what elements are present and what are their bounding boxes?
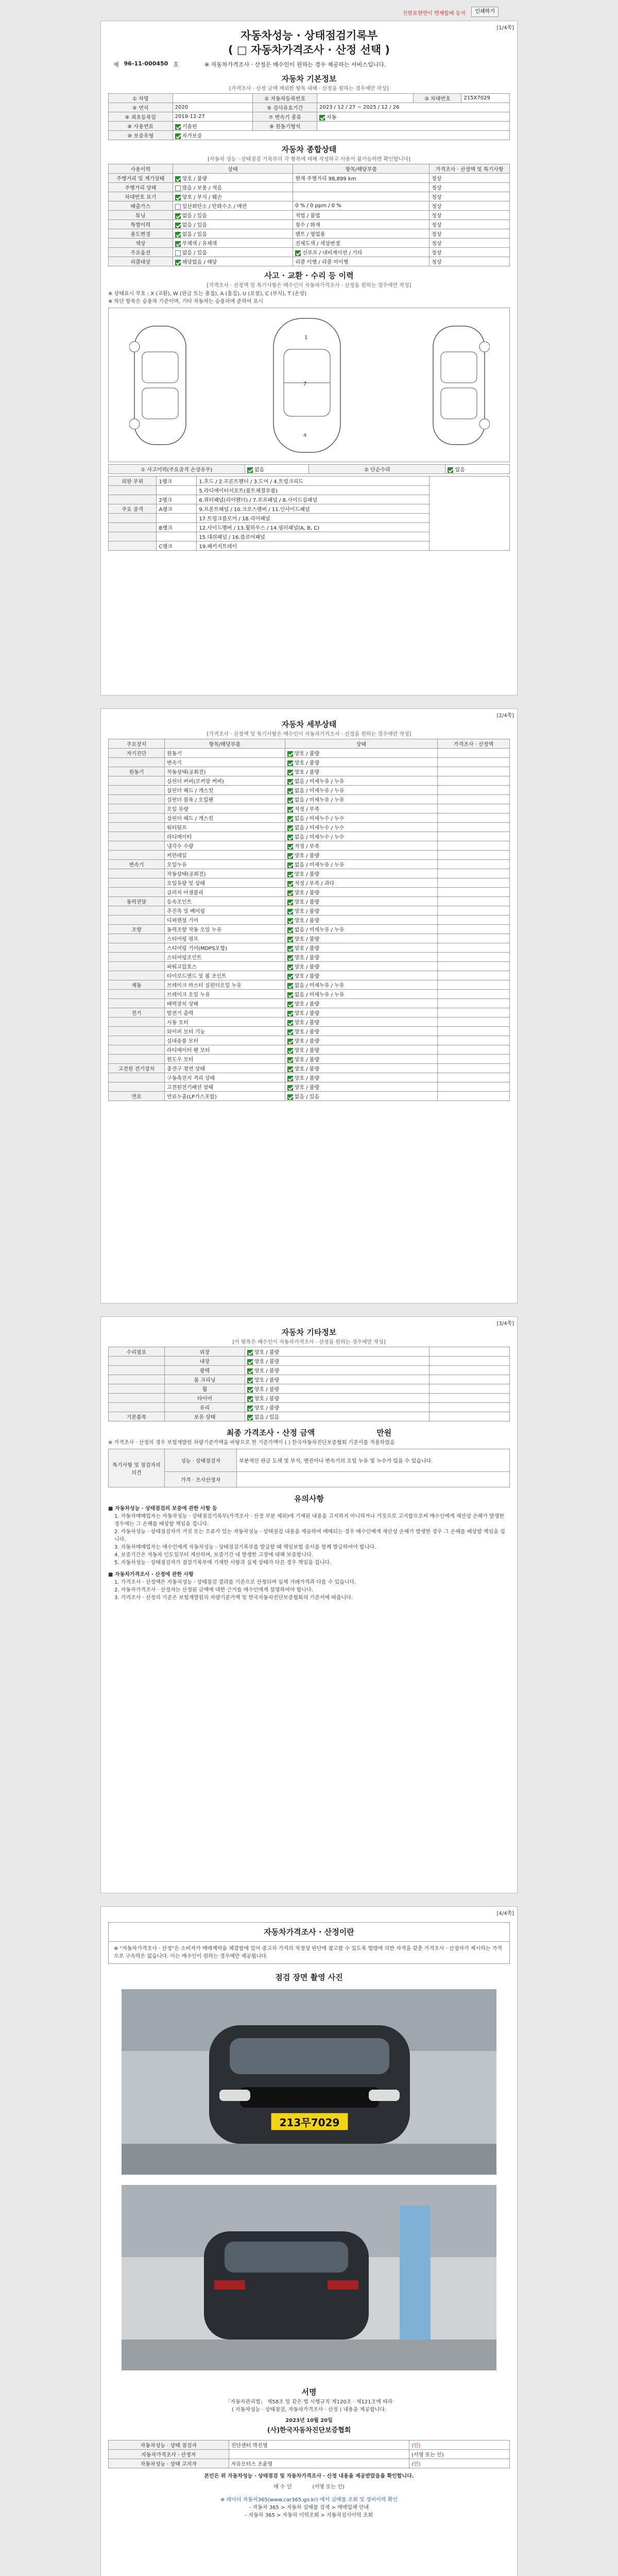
checkbox: [287, 1039, 293, 1044]
car-side-right-icon: [428, 316, 490, 455]
notice-item: 1. 자동차매매업자는 자동차성능 · 상태점검기록부(가격조사 · 산정 부분 제외)에 기재된 내용을 고지하지 아니하거나 거짓으로 고지함으로써 매수인에게 재산상 손해가 발생한 경우에는 그 손해를 배상할 책임을 집니다.: [114, 1514, 505, 1527]
car-rear-photo-icon: [122, 2185, 496, 2370]
detail-row: 윈도우 모터 양호 / 불량: [109, 1055, 510, 1064]
checkbox: [287, 1066, 293, 1072]
detail-row: 클러치 어셈블리 양호 / 불량: [109, 888, 510, 897]
detail-row: 전기 발전기 출력 양호 / 불량: [109, 1008, 510, 1018]
sign-title: 서명: [301, 2387, 317, 2397]
notice-item: 2. 자동차성능 · 상태점검자가 거짓 또는 오류가 있는 자동차성능 · 상태점검 내용을 제공하여 매매되는 경우 매수인에게 재산상 손해가 발생한 경우 그 손해를 배상할 책임을 집니다.: [114, 1529, 505, 1543]
etc-row: 수리필요 외장 양호 / 불량: [109, 1347, 510, 1357]
checkbox: [287, 844, 293, 850]
checkbox: [287, 900, 293, 905]
doc-note: ※ 자동차가격조사 · 산정은 매수인이 원하는 경우 제공하는 서비스입니다.: [204, 61, 386, 68]
checkbox: [287, 760, 293, 766]
sign-law2: ( 자동차성능 · 상태점검, 자동차가격조사 · 산정 ) 내용을 제공합니다.: [231, 2407, 387, 2413]
price-def-title: 자동차가격조사 · 산정이란: [108, 1922, 510, 1941]
page-number: [1/4쪽]: [496, 25, 514, 31]
checkbox: [319, 115, 325, 121]
detail-row: 실린더 헤드 / 개스킷 없음 / 미세누수 / 누수: [109, 814, 510, 823]
car-side-left-icon: [129, 316, 191, 455]
checkbox: [287, 779, 293, 785]
checkbox: [287, 862, 293, 868]
photo-title: 점검 장면 촬영 사진: [275, 1973, 343, 1982]
detail-row: 실린더 커버(로커암 커버) 없음 / 미세누유 / 누유: [109, 776, 510, 786]
notice-title: 유의사항: [294, 1494, 324, 1503]
notice-item: 3. 가격조사 · 산정의 기준은 보험개발원의 차량기준가액 및 한국자동차진단보증협회의 기준서에 따릅니다.: [114, 1595, 353, 1601]
checkbox: [247, 1378, 253, 1383]
page-number: [3/4쪽]: [496, 1321, 514, 1327]
price-note: ※ 가격조사 · 산정의 경우 보험개발원 차량기준가액을 바탕으로 한 기준가액이 ( ) 한국자동차진단보증협회 기준서를 적용하였음: [108, 1440, 395, 1446]
detail-row: 와이퍼 모터 기능 양호 / 불량: [109, 1027, 510, 1036]
etc-row: 광택 양호 / 불량: [109, 1366, 510, 1375]
checkbox: [287, 909, 293, 914]
detail-row: 오일유량 및 상태 적정 / 부족 / 과다: [109, 878, 510, 888]
svg-text:4: 4: [303, 433, 307, 438]
etc-row: 휠 양호 / 불량: [109, 1384, 510, 1394]
accident-note: ※ 하단 항목은 승용차 기준이며, 기타 자동차는 승용차에 준하여 표시: [108, 299, 263, 304]
notice-h1: ■ 자동차성능 · 상태점검의 보증에 관한 사항 등: [108, 1506, 217, 1512]
detail-row: 연료 연료누출(LP가스포함) 없음 / 있음: [109, 1092, 510, 1101]
footer-link-2: - 자동차 365 > 자동차 이력조회 > 자동차검사이력 조회: [245, 2513, 373, 2518]
checkbox: [247, 1396, 253, 1402]
checkbox: [175, 124, 181, 130]
checkbox: [287, 918, 293, 924]
checkbox: [287, 881, 293, 887]
detail-row: 고전원전기배선 상태 양호 / 불량: [109, 1082, 510, 1092]
footer-links: ※ 레이더 자동차365(www.car365.go.kr) 에서 실매물 조회 및 정비이력 확인: [220, 2497, 398, 2503]
checkbox: [287, 955, 293, 961]
doc-subtitle: ( □ 자동차가격조사 · 산정 선택 ): [228, 44, 390, 56]
checkbox: [287, 770, 293, 775]
detail-row: 커먼레일 양호 / 불량: [109, 851, 510, 860]
page-number: [4/4쪽]: [496, 1911, 514, 1917]
car-front-photo-icon: [122, 1989, 496, 2175]
checkbox: [287, 1057, 293, 1063]
detail-row: 스티어링 펌프 양호 / 불량: [109, 934, 510, 943]
etc-row: 기본품목 보유 상태 없음 / 있음: [109, 1412, 510, 1421]
etc-row: 룸 크리닝 양호 / 불량: [109, 1375, 510, 1384]
price-unit: 만원: [376, 1428, 392, 1437]
detail-row: 고전원 전기장치 충전구 절연 상태 양호 / 불량: [109, 1064, 510, 1073]
detail-row: 원동기 작동상태(공회전) 양호 / 불량: [109, 767, 510, 776]
buyer-signature: (서명 또는 인): [312, 2484, 345, 2490]
checkbox: [247, 1350, 253, 1355]
accident-sub: [가격조사 · 산정액 및 특기사항은 매수인이 자동차가격조사 · 산정을 원하는 경우에만 작성]: [207, 283, 411, 289]
checkbox: [247, 1415, 253, 1420]
detail-row: 구동축전지 격리 상태 양호 / 불량: [109, 1073, 510, 1082]
sign-footer: 본인은 위 자동차성능 · 상태점검 및 자동차가격조사 · 산정 내용을 제공받았음을 확인합니다.: [204, 2473, 414, 2479]
checkbox: [247, 1405, 253, 1411]
detail-row: 라디에이터 팬 모터 양호 / 불량: [109, 1045, 510, 1055]
checkbox: [287, 1048, 293, 1054]
sign-table: 자동차성능 · 상태 점검자 진단센터 박진영 (인) 자동차가격조사 · 산정자 (서명 또는 인) 자동차성능 · 상태 고지자 자유모터스 조윤영 (인): [108, 2440, 510, 2468]
detail-row: 추진축 및 베어링 양호 / 불량: [109, 906, 510, 916]
accident-summary: ① 사고이력(주요골격 손상유무) 없음 ② 단순수리 없음: [108, 464, 510, 474]
detail-row: 라디에이터 없음 / 미세누수 / 누수: [109, 832, 510, 841]
checkbox: [287, 1085, 293, 1091]
detail-row: 실린더 헤드 / 개스킷 없음 / 미세누유 / 누유: [109, 786, 510, 795]
etc-row: 내장 양호 / 불량: [109, 1357, 510, 1366]
doc-no-label: 제: [113, 61, 119, 68]
checkbox: [287, 853, 293, 859]
top-warning: 진한표현면이 면제할배 등지: [402, 11, 466, 16]
detail-row: 파워고압호스 양호 / 불량: [109, 962, 510, 971]
accident-title: 사고 · 교환 · 수리 등 이력: [264, 271, 354, 280]
checkbox: [287, 816, 293, 822]
general-table: 사용이력 상태 항목/해당부품 가격조사 · 산정액 및 특기사항 주행거리 및 계기상태 양호 / 불량 현재 주행거리 98,899 km 정상 주행거리 상태 많음 / 보통 / 적음 정상 차대번호 표기 양호 / 부식 / 훼손 정상 배출가스 일산화탄소 / 탄화수소 / 매연 0 % / 0 ppm / 0 % 정상 튜닝 없음 / 있음 적법 / 불법 정상 특별이력 없음 / 있음 침수 / 화재 정상 용도변경 없음 / 있음 렌트 / 영업용 정상 색상 무채색 / 유채색 전체도색 / 색상변경 정상 주요옵션 없음 / 있음 선루프 / 내비게이션 / 기타 정상 리콜대상 해당없음 / 해당 리콜 이행 / 리콜 미이행 정상: [108, 164, 510, 266]
checkbox: [287, 835, 293, 840]
checkbox: [287, 964, 293, 970]
notice-item: 3. 자동차매매업자는 매수인에게 자동차성능 · 상태점검기록부를 발급할 때 책임보험 증서를 함께 발급하여야 합니다.: [114, 1545, 376, 1550]
detail-sub: [가격조사 · 산정액 및 특기사항은 매수인이 자동차가격조사 · 산정을 원하는 경우에만 작성]: [207, 732, 411, 737]
basic-info-title: 자동차 기본정보: [281, 74, 337, 83]
sign-date: 2023년 10월 20일: [285, 2418, 333, 2424]
inspection-photo-rear: [122, 2185, 496, 2370]
etc-row: 타이어 양호 / 불량: [109, 1394, 510, 1403]
price-title: 최종 가격조사 · 산정 금액: [226, 1428, 315, 1437]
basic-info-sub: [가격조사 · 산정 금액 제외한 항목 대해 · 산정을 원하는 경우에만 작성]: [229, 86, 389, 92]
page-2: [100, 708, 518, 1303]
detail-row: 타이로드엔드 및 볼 조인트 양호 / 불량: [109, 971, 510, 980]
notice-list-1: [108, 1513, 510, 1567]
checkbox: [175, 133, 181, 139]
checkbox: [287, 1011, 293, 1016]
detail-row: 실린더 블록 / 오일팬 없음 / 미세누유 / 누유: [109, 795, 510, 804]
checkbox: [287, 872, 293, 877]
footer-link-1: - 자동차 365 > 자동차 실매물 검색 > 매매업체 안내: [249, 2505, 369, 2511]
page-4: [100, 1906, 518, 2576]
checkbox: [287, 1002, 293, 1007]
buyer-label: 매 수 인: [273, 2484, 292, 2490]
detail-row: 스티어링 기어(MDPS포함) 양호 / 불량: [109, 943, 510, 953]
checkbox: [287, 1029, 293, 1035]
detail-row: 변속기 오일누유 없음 / 미세누유 / 누유: [109, 860, 510, 869]
notice-h2: ■ 자동차가격조사 · 산정에 관한 사항: [108, 1572, 194, 1578]
page-1-topbar: [101, 6, 517, 19]
checkbox: [287, 937, 293, 942]
accident-legend: ※ 상태표시 부호 : X (교환), W (판금 또는 용접), A (흠집), U (요철), C (부식), T (손상): [108, 291, 307, 297]
notice-list-2: [108, 1579, 510, 1602]
detail-row: 디퍼렌셜 기어 양호 / 불량: [109, 916, 510, 925]
checkbox: [287, 788, 293, 794]
plate-text: 213무7029: [279, 2116, 340, 2129]
checkbox: [287, 992, 293, 998]
checkbox: [287, 927, 293, 933]
detail-row: 제동 브레이크 마스터 실린더오일 누유 없음 / 미세누유 / 누유: [109, 980, 510, 990]
detail-row: 냉각수 수량 적정 / 부족: [109, 841, 510, 851]
detail-row: 조향 동력조향 작동 오일 누유 없음 / 미세누유 / 누유: [109, 925, 510, 934]
detail-row: 오일 유량 적정 / 부족: [109, 804, 510, 814]
doc-no: 96-11-000450: [124, 60, 168, 67]
checkbox: [287, 974, 293, 979]
checkbox: [287, 751, 293, 757]
price-def-desc: ※ "자동차가격조사 · 산정"은 소비자가 매매계약을 체결함에 있어 중고차 가격의 적정성 판단에 참고할 수 있도록 법령에 의한 자격을 갖춘 가격조사 · 산정자가 제시하는 가격으로 구속력은 없습니다. 이는 매수인이 원하는 경우에만 제공됩니다.: [108, 1941, 510, 1964]
checkbox: [287, 798, 293, 803]
checkbox: [287, 1094, 293, 1100]
detail-row: 브레이크 오일 누유 없음 / 미세누유 / 누유: [109, 990, 510, 999]
detail-row: 자기진단 원동기 양호 / 불량: [109, 749, 510, 758]
detail-table: 주요장치 항목/해당부품 상태 가격조사 · 산정액 자기진단 원동기 양호 / 불량 변속기 양호 / 불량 원동기 작동상태(공회전) 양호 / 불량 실린더 커버(로커암 커버) 없음 / 미세누유 / 누유 실린더 헤드 / 개스킷 없음 / 미세누유 / 누유 실린더 블록 / 오일팬 없음 / 미세누유 / 누유 오일 유량 적정 / 부족 실린더 헤드 / 개스킷 없음 / 미세누수 / 누수 워터펌프 없음 / 미세누수 / 누수 라디에이터 없음 / 미세누수 / 누수 냉각수 수량 적정 / 부족 커먼레일 양호 / 불량 변속기 오일누유 없음 / 미세누유 / 누유 작동상태(공회전) 양호 / 불량 오일유량 및 상태 적정 / 부족 / 과다 클러치 어셈블리 양호 / 불량 동력전달 등속조인트 양호 / 불량 추진축 및 베어링 양호 / 불량 디퍼렌셜 기어 양호 / 불량 조향 동력조향 작동 오일 누유 없음 / 미세누유 / 누유 스티어링 펌프 양호 / 불량 스티어링 기어(MDPS포함) 양호 / 불량 스티어링조인트 양호 / 불량 파워고압호스 양호 / 불량 타이로드엔드 및 볼 조인트 양호 / 불량 제동 브레이크 마스터 실린더오일 누유 없음 / 미세누유 / 누유 브레이크 오일 누유 없음 / 미세누유 / 누유 배력장치 상태 양호 / 불량 전기 발전기 출력 양호 / 불량 시동 모터 양호 / 불량 와이퍼 모터 기능 양호 / 불량 실내송풍 모터 양호 / 불량 라디에이터 팬 모터 양호 / 불량 윈도우 모터 양호 / 불량 고전원 전기장치 충전구 절연 상태 양호 / 불량 구동축전지 격리 상태 양호 / 불량 고전원전기배선 상태 양호 / 불량 연료 연료누출(LP가스포함) 없음 / 있음: [108, 739, 510, 1101]
page-1: [100, 9, 518, 696]
etc-row: 유리 양호 / 불량: [109, 1403, 510, 1412]
general-title: 자동차 종합상태: [281, 145, 337, 154]
notice-item: 2. 자동차가격조사 · 산정자는 산정된 금액에 대한 근거를 매수인에게 설명하여야 합니다.: [114, 1587, 313, 1593]
page-3: [100, 1316, 518, 1893]
doc-title: 자동차성능 · 상태점검기록부: [240, 29, 378, 42]
notice-item: 1. 가격조사 · 산정액은 자동차성능 · 상태점검 결과를 기준으로 산정되며 실제 거래가격과 다를 수 있습니다.: [114, 1580, 356, 1585]
checkbox: [287, 1020, 293, 1026]
detail-row: 시동 모터 양호 / 불량: [109, 1018, 510, 1027]
detail-row: 동력전달 등속조인트 양호 / 불량: [109, 897, 510, 906]
inspection-photo-front: [122, 1989, 496, 2175]
general-sub: [자동차 성능 · 상태점검 기록부의 각 항목에 대해 작성하고 사용이 불가능하면 확인합니다]: [208, 157, 410, 162]
etc-sub: [이 항목은 매수인이 자동차가격조사 · 산정을 원하는 경우에만 작성]: [232, 1340, 386, 1345]
car-diagram-area: [108, 308, 510, 462]
detail-row: 변속기 양호 / 불량: [109, 758, 510, 767]
special-table: 특기사항 및 점검자의 의견 성능 · 상태점검자 부분적인 판금 도색 및 부식, 엔진이나 변속기의 오일 누유 및 누수가 있을 수 있습니다. 가격 · 조사산정자: [108, 1449, 510, 1487]
basic-info-table: ① 차명 ② 자동차등록번호 ③ 차대번호 215X7029 ④ 연식 2020 ⑤ 검사유효기간 2023 / 12 / 27 ~ 2025 / 12 / 26 ⑥ 최초등록일 2019-12-27 ⑦ 변속기 종류 자동 ⑧ 사용연료 기솔린 ⑨ 원동기형식 ⑩ 보증유형 자가보증: [108, 93, 510, 140]
etc-table: [108, 1347, 510, 1421]
detail-row: 배력장치 상태 양호 / 불량: [109, 999, 510, 1008]
sign-org: (사)한국자동차진단보증협회: [267, 2427, 351, 2434]
checkbox: [287, 890, 293, 896]
notice-item: 4. 보증기간은 자동차 인도일부터 계산하며, 보증기간 내 발생한 고장에 대해 보증합니다.: [114, 1552, 313, 1558]
checkbox: [287, 807, 293, 812]
checkbox: [247, 1359, 253, 1365]
svg-text:1: 1: [304, 335, 308, 341]
print-button[interactable]: 인쇄하기: [471, 7, 499, 17]
notice-item: 5. 자동차성능 · 상태점검자가 점검기록부에 기재한 사항과 실제 상태가 다른 경우 책임을 집니다.: [114, 1560, 332, 1566]
sign-law: 「자동차관리법」 제58조 및 같은 법 시행규칙 제120조 · 제121조에 따라: [225, 2399, 393, 2405]
svg-text:7: 7: [303, 381, 307, 387]
checkbox: [247, 1387, 253, 1393]
etc-title: 자동차 기타정보: [281, 1328, 337, 1337]
detail-row: 스티어링조인트 양호 / 불량: [109, 953, 510, 962]
checkbox: [287, 825, 293, 831]
page-number: [2/4쪽]: [496, 713, 514, 719]
frame-table: 외판 부위 1랭크 1.후드 / 2.프론트펜더 / 3.도어 / 4.트렁크리드 5.라디에이터서포트(볼트체결부품) 2랭크 6.쿼터패널(리어펜더) / 7.루프패널 / 8.사이드실패널 주요 골격 A랭크 9.프론트패널 / 10.크로스멤버 / 11.인사이드패널 17.트렁크플로어 / 18.리어패널 B랭크 12.사이드멤버 / 13.휠하우스 / 14.필러패널(A, B, C) 15.대쉬패널 / 16.플로어패널 C랭크 19.패키지트레이: [108, 476, 510, 551]
detail-row: 작동상태(공회전) 양호 / 불량: [109, 869, 510, 878]
detail-title: 자동차 세부상태: [281, 720, 337, 729]
detail-row: 실내송풍 모터 양호 / 불량: [109, 1036, 510, 1045]
car-top-icon: [263, 313, 351, 457]
doc-no-suffix: 호: [173, 61, 179, 68]
checkbox: [287, 1076, 293, 1081]
checkbox: [287, 983, 293, 989]
checkbox: [247, 1368, 253, 1374]
checkbox: [287, 946, 293, 952]
detail-row: 워터펌프 없음 / 미세누수 / 누수: [109, 823, 510, 832]
